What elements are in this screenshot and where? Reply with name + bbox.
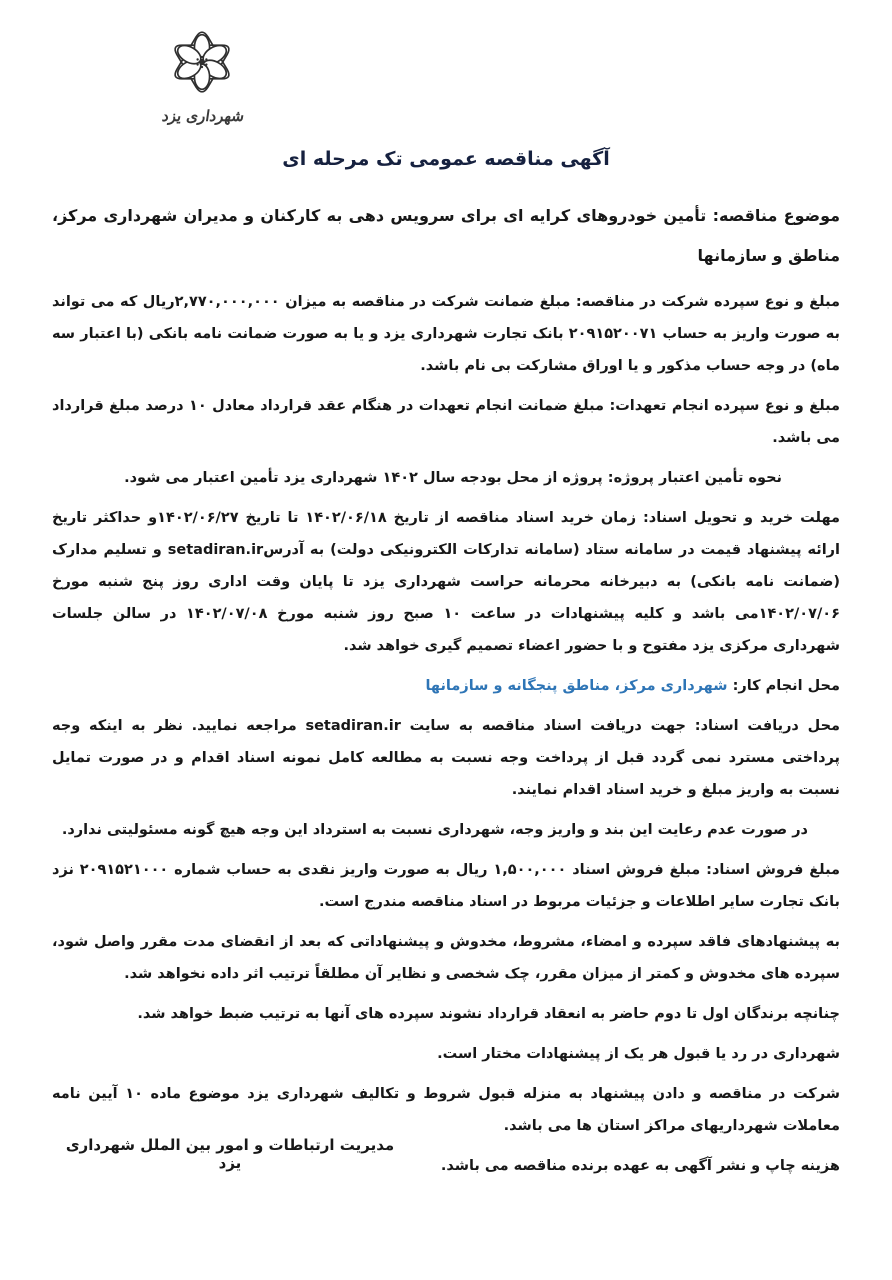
document-receipt-location-segment-body: جهت دریافت اسناد مناقصه به سایت — [400, 718, 695, 734]
document-sale-price-segment-label: مبلغ فروش اسناد: — [706, 862, 840, 878]
invalid-proposals-clause-segment-body: به پیشنهادهای فاقد سپرده و امضاء، مشروط، مخدوش و پیشنهاداتی که بعد از انقضای مدت مقرر واصل شود، سپرده های مخدوش و کمتر از میزان مقرر، چک شخصی و نظایر آن مطلقاً ترتیب اثر داده نخواهد شد. — [52, 934, 840, 982]
funding-source-segment-label: نحوه تأمین اعتبار پروژه: — [607, 470, 782, 486]
paragraph-purchase-and-delivery-deadline — [52, 502, 840, 662]
paragraph-non-refund-clause — [52, 814, 840, 846]
paragraph-document-sale-price — [52, 854, 840, 918]
paragraph-invalid-proposals-clause — [52, 926, 840, 990]
paragraph-rejection-right-clause — [52, 1038, 840, 1070]
document-sale-price-segment-body: مبلغ فروش اسناد ۱,۵۰۰,۰۰۰ ریال به صورت واریز نقدی به حساب شماره ۲۰۹۱۵۲۱۰۰۰ نزد بانک تجارت سایر اطلاعات و جزئیات مربوط در اسناد مناقصه مندرج است. — [52, 862, 840, 910]
performance-guarantee-segment-label: مبلغ و نوع سپرده انجام تعهدات: — [609, 398, 841, 414]
paragraph-deposit-amount — [52, 286, 840, 382]
paragraph-tender-subject — [52, 196, 840, 276]
rejection-right-clause-segment-body: شهرداری در رد یا قبول هر یک از پیشنهادات مختار است. — [437, 1046, 840, 1062]
document-receipt-location-segment-label: محل دریافت اسناد: — [694, 718, 841, 734]
purchase-and-delivery-deadline-segment-latin: setadiran.ir — [167, 542, 264, 558]
tender-subject-segment-label: موضوع مناقصه: — [712, 206, 841, 225]
signature-line: مدیریت ارتباطات و امور بین الملل شهرداری یزد — [65, 1136, 395, 1172]
document-receipt-location-segment-latin: setadiran.ir — [305, 718, 401, 734]
tender-subject-segment-body: تأمین خودروهای کرایه ای برای سرویس دهی به کارکنان و مدیران شهرداری مرکز، مناطق و سازمانها — [52, 206, 840, 265]
purchase-and-delivery-deadline-segment-label: مهلت خرید و تحویل اسناد: — [643, 510, 840, 526]
paragraph-document-receipt-location — [52, 710, 840, 806]
deposit-forfeiture-clause-segment-body: چنانچه برندگان اول تا دوم حاضر به انعقاد قرارداد نشوند سپرده های آنها به ترتیب ضبط خواهد شد. — [137, 1006, 840, 1022]
paragraph-terms-acceptance-clause — [52, 1078, 840, 1142]
paragraph-work-location — [52, 670, 840, 702]
work-location-segment-accent: شهرداری مرکز، مناطق پنجگانه و سازمانها — [425, 678, 733, 694]
document-title: آگهی مناقصه عمومی تک مرحله ای — [282, 148, 610, 170]
terms-acceptance-clause-segment-body: شرکت در مناقصه و دادن پیشنهاد به منزله قبول شروط و تکالیف شهرداری یزد موضوع ماده ۱۰ آیین نامه معاملات شهرداریهای مراکز استان ها می باشد. — [52, 1086, 841, 1134]
deposit-amount-segment-body: مبلغ ضمانت شرکت در مناقصه به میزان ۲,۷۷۰,۰۰۰,۰۰۰ریال که می تواند به صورت واریز به حساب ۲۰۹۱۵۲۰۰۷۱ بانک تجارت شهرداری یزد و یا به صورت ضمانت نامه بانکی (با اعتبار سه ماه) در وجه حساب مذکور و یا اوراق مشارکت بی نام باشد. — [52, 294, 840, 374]
advertising-cost-clause-segment-body: هزینه چاپ و نشر آگهی به عهده برنده مناقصه می باشد. — [440, 1158, 840, 1174]
paragraph-funding-source — [52, 462, 840, 494]
funding-source-segment-body: پروژه از محل بودجه سال ۱۴۰۲ شهرداری یزد تأمین اعتبار می شود. — [124, 470, 608, 486]
purchase-and-delivery-deadline-segment-body: و تسلیم مدارک (ضمانت نامه بانکی) به دبیرخانه محرمانه حراست شهرداری یزد تا پایان وقت اداری روز پنج شنبه مورخ ۱۴۰۲/۰۷/۰۶می باشد و کلیه پیشنهادات در ساعت ۱۰ صبح روز شنبه مورخ ۱۴۰۲/۰۷/۰۸ در سالن جلسات شهرداری مرکزی یزد مفتوح و با حضور اعضاء تصمیم گیری خواهد شد. — [52, 542, 840, 654]
non-refund-clause-segment-body: در صورت عدم رعایت این بند و واریز وجه، شهرداری نسبت به استرداد این وجه هیچ گونه مسئولیتی ندارد. — [61, 822, 808, 838]
deposit-amount-segment-label: مبلغ و نوع سپرده شرکت در مناقصه: — [575, 294, 841, 310]
logo-calligraphy-text: شهرداری یزد — [160, 107, 244, 125]
purchase-and-delivery-deadline-segment-body: زمان خرید اسناد مناقصه از تاریخ ۱۴۰۲/۰۶/۱۸ تا تاریخ ۱۴۰۲/۰۶/۲۷و حداکثر تاریخ ارائه پیشنهاد قیمت در سامانه ستاد (سامانه تدارکات الکترونیکی دولت) به آدرس — [52, 510, 840, 558]
paragraph-performance-guarantee — [52, 390, 840, 454]
document-body — [52, 196, 840, 1190]
document-receipt-location-segment-body: مراجعه نمایید. نظر به اینکه وجه پرداختی مسترد نمی گردد قبل از پرداخت وجه نسبت به مطالعه کامل نمونه اسناد اقدام و در صورت تمایل نسبت به واریز مبلغ و خرید اسناد اقدام نمایند. — [52, 718, 840, 798]
paragraph-deposit-forfeiture-clause — [52, 998, 840, 1030]
municipality-logo — [146, 20, 258, 125]
work-location-segment-label: محل انجام کار: — [732, 678, 840, 694]
yazd-flower-emblem-icon — [157, 20, 247, 104]
performance-guarantee-segment-body: مبلغ ضمانت انجام تعهدات در هنگام عقد قرارداد معادل ۱۰ درصد مبلغ قرارداد می باشد. — [52, 398, 840, 446]
